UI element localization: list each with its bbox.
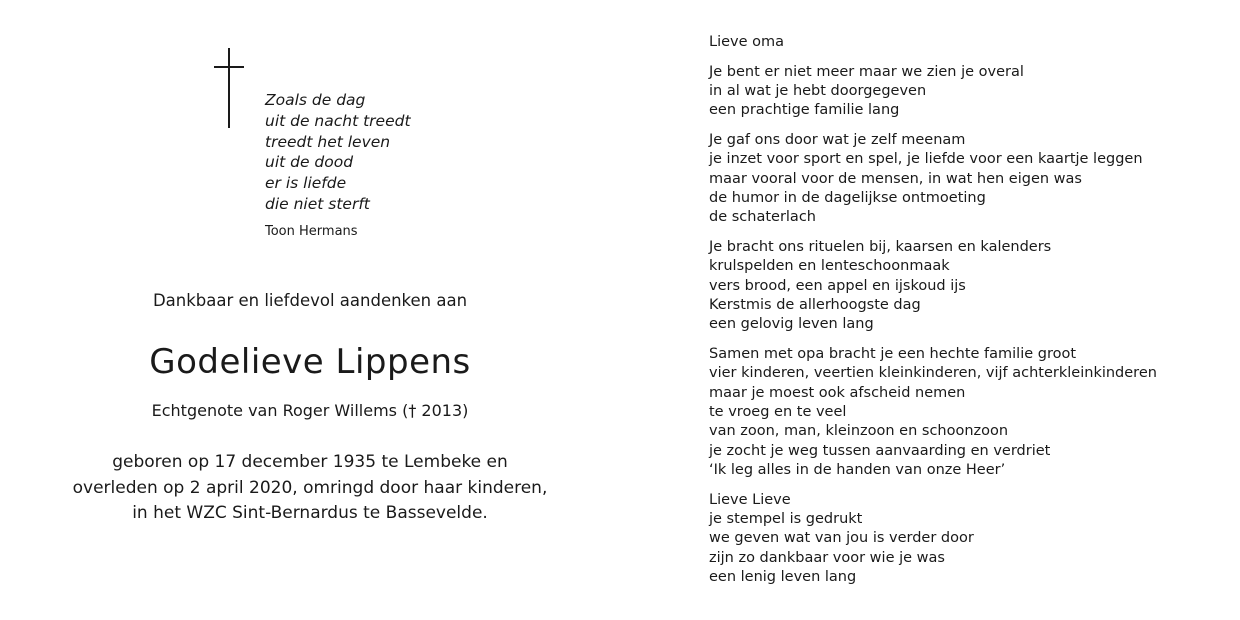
letter-line: een lenig leven lang [709, 568, 857, 585]
letter-line: in al wat je hebt doorgegeven [709, 83, 927, 100]
poem-line: uit de dood [265, 153, 354, 172]
letter-stanza [709, 238, 1209, 334]
letter-line: vier kinderen, veertien kleinkinderen, vijf achterkleinkinderen [709, 365, 1157, 382]
letter-line: je inzet voor sport en spel, je liefde voor een kaartje leggen [709, 151, 1143, 168]
letter-line: Lieve Lieve [709, 491, 791, 508]
letter-stanza [709, 63, 1209, 121]
letter-line: van zoon, man, kleinzoon en schoonzoon [709, 423, 1009, 440]
letter-line: vers brood, een appel en ijskoud ijs [709, 277, 966, 294]
letter-line: Kerstmis de allerhoogste dag [709, 297, 921, 314]
letter-line: Samen met opa bracht je een hechte familie groot [709, 346, 1077, 363]
birth-death-details [30, 450, 590, 527]
birth-death-line: overleden op 2 april 2020, omringd door haar kinderen, [72, 477, 548, 498]
letter-line: maar vooral voor de mensen, in wat hen eigen was [709, 170, 1082, 187]
letter-line: je zocht je weg tussen aanvaarding en verdriet [709, 442, 1051, 459]
latin-cross-icon [214, 48, 244, 128]
poem-line: Zoals de dag [265, 91, 366, 109]
birth-death-line: in het WZC Sint-Bernardus te Bassevelde. [132, 503, 488, 523]
birth-death-line: geboren op 17 december 1935 te Lembeke en [112, 452, 508, 472]
letter-stanza [709, 345, 1209, 480]
poem-author: Toon Hermans [265, 223, 358, 239]
letter-line: de schaterlach [709, 209, 816, 226]
poem-line: die niet sterft [265, 194, 370, 213]
farewell-letter [709, 33, 1209, 587]
cross-vertical-bar [228, 48, 230, 128]
letter-line: krulspelden en lenteschoonmaak [709, 258, 950, 275]
letter-line: je stempel is gedrukt [709, 511, 863, 528]
poem-line: uit de nacht treedt [265, 111, 411, 130]
poem-line: er is liefde [265, 174, 347, 193]
poem [265, 90, 411, 241]
letter-line: een prachtige familie lang [709, 102, 900, 119]
letter-line: we geven wat van jou is verder door [709, 530, 974, 547]
poem-line: treedt het leven [265, 132, 391, 151]
letter-greeting: Lieve oma [709, 34, 785, 50]
letter-stanza [709, 491, 1209, 587]
cross-horizontal-bar [214, 66, 244, 68]
letter-line: te vroeg en te veel [709, 404, 847, 421]
deceased-name: Godelieve Lippens [149, 342, 471, 382]
letter-line: Je bent er niet meer maar we zien je overal [709, 63, 1024, 80]
letter-line: ‘Ik leg alles in de handen van onze Heer’ [709, 461, 1006, 478]
intro-text: Dankbaar en liefdevol aandenken aan [152, 291, 468, 310]
letter-line: Je bracht ons rituelen bij, kaarsen en kalenders [709, 239, 1052, 256]
letter-line: Je gaf ons door wat je zelf meenam [709, 132, 966, 149]
spouse-line: Echtgenote van Roger Willems († 2013) [151, 401, 469, 420]
letter-line: zijn zo dankbaar voor wie je was [709, 549, 945, 566]
letter-line: een gelovig leven lang [709, 316, 874, 333]
letter-line: de humor in de dagelijkse ontmoeting [709, 190, 986, 207]
letter-line: maar je moest ook afscheid nemen [709, 384, 966, 401]
letter-stanza [709, 131, 1209, 227]
